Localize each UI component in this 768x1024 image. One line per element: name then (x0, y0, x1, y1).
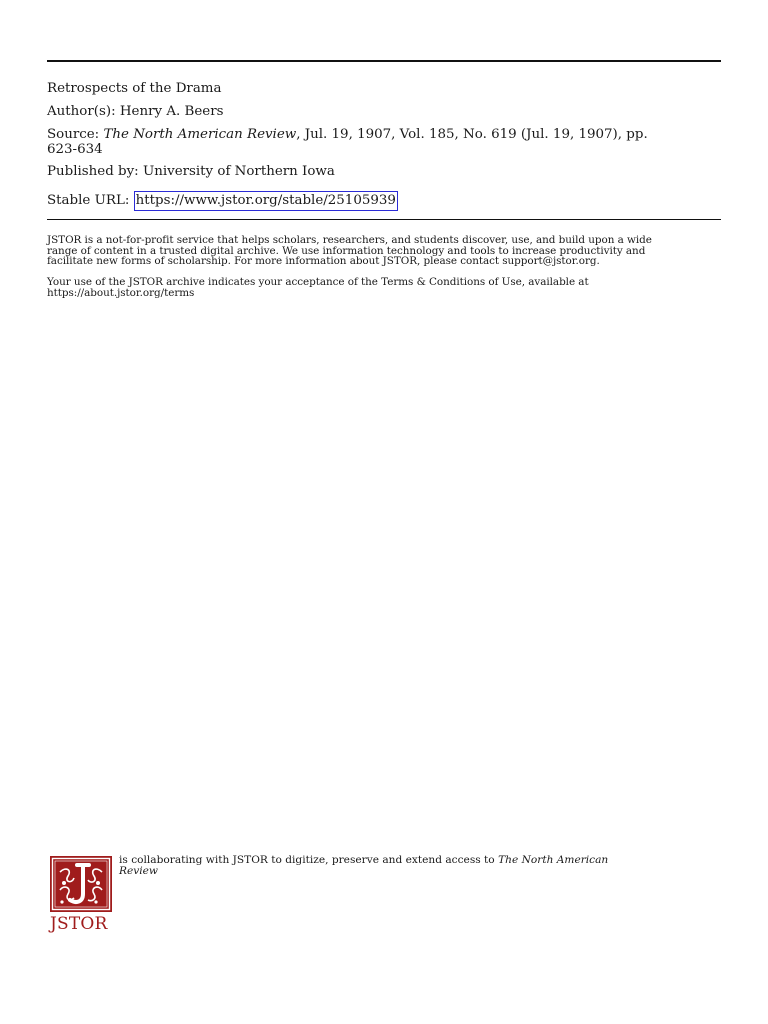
stable-url-line (47, 191, 721, 211)
source-line (47, 127, 721, 157)
publisher-label: Published by: (47, 164, 139, 179)
publisher-name: University of Northern Iowa (142, 164, 335, 179)
source-journal: The North American Review (103, 127, 297, 142)
source-pages: 623-634 (47, 142, 103, 157)
jstor-logo (50, 856, 114, 936)
collab-text: is collaborating with JSTOR to digitize, preserve and extend access to (119, 854, 495, 866)
jstor-wordmark: JSTOR (50, 914, 108, 934)
jstor-about-notice (47, 235, 719, 267)
use-line-1: Your use of the JSTOR archive indicates your acceptance of the Terms & Conditions of Use, available at (47, 276, 589, 288)
about-line-1: JSTOR is a not-for-profit service that helps scholars, researchers, and students discover, use, and build upon a wide (47, 234, 652, 246)
source-label: Source: (47, 127, 100, 142)
top-rule (47, 60, 721, 62)
author-name: Henry A. Beers (119, 104, 224, 119)
collab-journal-line-1: The North American (498, 854, 609, 866)
author-line (47, 104, 721, 119)
about-line-3: facilitate new forms of scholarship. For more information about JSTOR, please contact support@jstor.org. (47, 255, 600, 268)
collab-journal-line-2: Review (119, 865, 158, 877)
author-label: Author(s): (47, 104, 116, 119)
terms-link[interactable]: https://about.jstor.org/terms (47, 286, 195, 299)
divider-rule (47, 219, 721, 220)
source-details: , Jul. 19, 1907, Vol. 185, No. 619 (Jul. 19, 1907), pp. (296, 127, 648, 142)
collaboration-notice (119, 855, 679, 877)
jstor-emblem-icon (50, 856, 112, 912)
stable-url-label: Stable URL: (47, 193, 130, 208)
article-title: Retrospects of the Drama (47, 81, 222, 96)
terms-notice (47, 277, 719, 298)
stable-url-link[interactable]: https://www.jstor.org/stable/25105939 (134, 191, 398, 211)
publisher-line (47, 164, 721, 179)
about-line-2: range of content in a trusted digital archive. We use information technology and tools to increase productivity and (47, 244, 646, 257)
